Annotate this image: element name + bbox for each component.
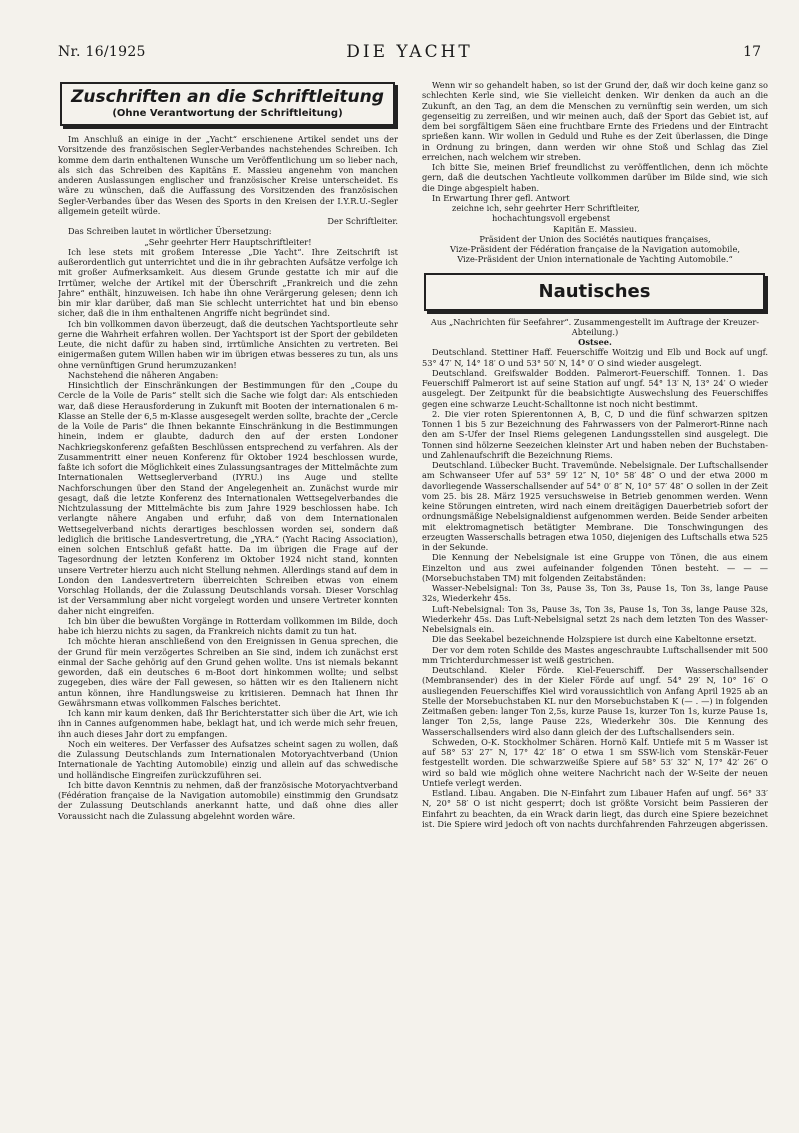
notice-paragraph: Estland. Libau. Angaben. Die N-Einfahrt zum Libauer Hafen auf ungf. 56° 33′ N, 20° 58′ O ist nicht gesperrt; doch ist größte Vorsicht beim Passieren der Einfahrt zu beachten, da ein Wrack darin liegt, das durch eine Spiere bezeichnet ist. Die Spiere wird jedoch oft von nachts durchfahrenden Fahrzeugen abgerissen. (422, 788, 768, 829)
letter-paragraph: Ich bin über die bewußten Vorgänge in Rotterdam vollkommen im Bilde, doch habe ich hierzu nichts zu sagen, da Frankreich nichts damit zu tun hat. (58, 615, 398, 636)
editor-intro: Im Anschluß an einige in der „Yacht“ erschienene Artikel sendet uns der Vorsitzende des französischen Segler-Verbandes nachstehendes Schreiben. Ich komme dem darin enthaltenen Wunsche um Veröffentlichung um so lieber nach, als sich das Schreiben des Kapitäns E. Massieu angenehm von manchen anderen Auslassungen englischer und französischer Kreise unterscheidet. Es wäre zu wünschen, daß die Auffassung des Vorsitzenden des französischen Segler-Verbandes über das Wesen des Sports in den Kreisen der I.Y.R.U.-Segler allgemein geteilt würde. (58, 134, 398, 216)
letter-paragraph: Noch ein weiteres. Der Verfasser des Aufsatzes scheint sagen zu wollen, daß die Zulassung Deutschlands zum Internationalen Motoryachtverband (Union Internationale de Yachting Automobile) einzig und allein auf das schwedische und holländische Eingreifen zurückzuführen sei. (58, 738, 398, 780)
notice-paragraph: Deutschland. Kieler Förde. Kiel-Feuerschiff. Der Wasserschallsender (Membransender) des in der Kieler Förde auf ungf. 54° 29′ N, 10° 16′ O ausliegenden Feuerschiffes Kiel wird voraussichtlich von Anfang April 1925 ab an Stelle der Morsebuchstaben KL nur den Morsebuchstaben K (— . —) in folgenden Zeitmaßen geben: langer Ton 2,5s, kurze Pause 1s, kurzer Ton 1s, kurze Pause 1s, langer Ton 2,5s, lange Pause 22s, Wiederkehr 30s. Die Kennung des Wasserschallsenders wird also dann gleich der des Luftschallsenders sein. (422, 665, 768, 737)
letter-paragraph: Hinsichtlich der Einschränkungen der Bestimmungen für den „Coupe du Cercle de la Voile de Paris“ stellt sich die Sache wie folgt dar: Als entschieden war, daß diese Herausforderung in Zukunft mit Booten der internationalen 6 m-Klasse an Stelle der 6,5 m-Klasse ausgesegelt werden sollte, brachte der „Cercle de la Voile de Paris“ die Ihnen bekannte Einschränkung in die Bestimmungen hinein, indem er glaubte, dadurch den auf der ersten Londoner Nachkriegskonferenz gefaßten Beschlüssen entsprechend zu verfahren. Als der Zusammentritt einer neuen Konferenz für Oktober 1924 beschlossen wurde, faßte ich sofort die Möglichkeit eines Zulassungsantrages der Mittelmächte zum Internationalen Wettseglerverband (IYRU.) ins Auge und stellte Nachforschungen über den Stand der Angelegenheit an. Zunächst wurde mir gesagt, daß die letzte Konferenz des Internationalen Wettsegelverbandes die Nichtzulassung der Mittelmächte bis zum Jahre 1929 beschlossen habe. Ich verlangte nähere Angaben und erfuhr, daß von dem Internationalen Wettsegelverband nichts derartiges beschlossen worden sei, sondern daß lediglich die britische Landesvertretung, die „YRA.“ (Yacht Racing Association), einen solchen Entschluß gefaßt hatte. Da im übrigen die Frage auf der Tagesordnung der letzten Konferenz im Oktober 1924 nicht stand, konnten unsere Vertreter hierzu auch nicht Stellung nehmen. Allerdings stand auf dem in London den Landesvertretern überreichten Schreiben etwas von einem Vorschlag Hollands, der die Zulassung Deutschlands vorsah. Dieser Vorschlag ist der Versammlung aber nicht vorgelegt worden und unsere Vertreter konnten daher nicht eingreifen. (58, 380, 398, 616)
letters-heading: Zuschriften an die Schriftleitung (71, 87, 384, 107)
letter-paragraph: Wenn wir so gehandelt haben, so ist der Grund der, daß wir doch keine ganz so schlechten Kerle sind, wie Sie vielleicht denken. Wir denken da auch an die Zukunft, an den Tag, an dem die Menschen zu vernünftig sein werden, um sich gegenseitig zu zerreißen, und wir meinen auch, daß der Sport das Gebiet ist, auf dem bei sorgfältigem Säen eine fruchtbare Ernte des Friedens und der Eintracht sprießen kann. Wir wollen in Geduld und Ruhe es der Zeit überlassen, die Dinge in Ordnung zu bringen, dann werden wir ohne Stoß und Schlag das Ziel erreichen, nach welchem wir streben. (422, 80, 768, 162)
letters-heading-box (60, 82, 395, 126)
letter-paragraph: Ich bin vollkommen davon überzeugt, daß die deutschen Yachtsportleute sehr gerne die Wahrheit erfahren wollen. Der Yachtsport ist der Sport der gebildeten Leute, die nicht dafür zu haben sind, irrtümliche Ansichten zu vertreten. Bei einigermaßen gutem Willen haben wir im übrigen etwas besseres zu tun, als uns ohne vernünftigen Grund herumzuzanken! (58, 318, 398, 370)
right-column (422, 80, 768, 1110)
letter-closing: zeichne ich, sehr geehrter Herr Schriftleiter, (452, 203, 640, 213)
section-heading: Ostsee. (578, 337, 612, 347)
editor-signature: Der Schriftleiter. (327, 216, 398, 226)
page-number: 17 (743, 44, 761, 60)
letter-paragraph: Ich möchte hieran anschließend von den Ereignissen in Genua sprechen, die der Grund für mein verzögertes Schreiben an Sie sind, indem ich zunächst erst einmal der Sache gehörig auf den Grund gehen wollte. Uns ist niemals bekannt geworden, daß ein deutsches 6 m-Boot dort hinkommen wollte; und selbst zugegeben, dies wäre der Fall gewesen, so hätten wir es den Italienern nicht antun können, ihre Handlungsweise zu kritisieren. Demnach hat Ihnen Ihr Gewährsmann etwas vollkommen Falsches berichtet. (58, 636, 398, 708)
notice-paragraph: Schweden, O-K. Stockholmer Schären. Hornö Kalf. Untiefe mit 5 m Wasser ist auf 58° 53′ 27″ N, 17° 42′ 18″ O etwa 1 sm SSW-lich vom Stenskär-Feuer festgestellt worden. Die schwarzweiße Spiere auf 58° 53′ 32″ N, 17° 42′ 26″ O wird so bald wie möglich ohne weitere Nachricht nach der W-Seite der neuen Untiefe verlegt werden. (422, 736, 768, 788)
notice-paragraph: Die das Seekabel bezeichnende Holzspiere ist durch eine Kabeltonne ersetzt. (432, 634, 757, 645)
notice-paragraph: Die Kennung der Nebelsignale ist eine Gruppe von Tönen, die aus einem Einzelton und aus zwei aufeinander folgenden Tönen besteht. — — — (Morsebuchstaben TM) mit folgenden Zeitabständen: (422, 552, 768, 583)
translation-note: Das Schreiben lautet in wörtlicher Übersetzung: (68, 226, 272, 237)
page-header (58, 44, 761, 68)
notice-paragraph: Wasser-Nebelsignal: Ton 3s, Pause 3s, Ton 3s, Pause 1s, Ton 3s, lange Pause 32s, Wiederkehr 45s. (422, 583, 768, 604)
notice-paragraph: Der vor dem roten Schilde des Mastes angeschraubte Luftschallsender mit 500 mm Trichterdurchmesser ist weiß gestrichen. (422, 644, 768, 665)
nautical-intro: Aus „Nachrichten für Seefahrer“. Zusammengestellt im Auftrage der Kreuzer-Abteilung.) (430, 316, 760, 337)
magazine-title: DIE YACHT (346, 42, 473, 62)
notice-paragraph: Luft-Nebelsignal: Ton 3s, Pause 3s, Ton 3s, Pause 1s, Ton 3s, lange Pause 32s, Wiederkehr 45s. Das Luft-Nebelsignal setzt 2s nach dem letzten Ton des Wasser-Nebelsignals ein. (422, 603, 768, 634)
notice-paragraph: Deutschland. Stettiner Haff. Feuerschiffe Woitzig und Elb und Bock auf ungf. 53° 47′ N, 14° 18′ O und 53° 50′ N, 14° 0′ O sind wieder ausgelegt. (422, 347, 768, 368)
signatory-title: Vize-Präsident der Union internationale de Yachting Automobile.“ (457, 254, 733, 265)
letter-paragraph: Nachstehend die näheren Angaben: (68, 369, 219, 380)
letter-paragraph: Ich kann mir kaum denken, daß Ihr Berichterstatter sich über die Art, wie ich ihn in Cannes aufgenommen habe, beklagt hat, und ich werde mich sehr freuen, ihn auch dieses Jahr dort zu empfangen. (58, 708, 398, 739)
letter-closing: In Erwartung Ihrer gefl. Antwort (432, 192, 570, 203)
notice-paragraph: Deutschland. Greifswalder Bodden. Palmerort-Feuerschiff. Tonnen. 1. Das Feuerschiff Palmerort ist auf seine Station auf ungf. 54° 13′ N, 13° 24′ O wieder ausgelegt. Der Zeitpunkt für die beabsichtigte Auswechslung des Feuerschiffes gegen eine schwarze Leucht-Schalltonne ist noch nicht bestimmt. (422, 367, 768, 409)
letter-paragraph: Ich lese stets mit großem Interesse „Die Yacht“. Ihre Zeitschrift ist außerordentlich gut unterrichtet und die in ihr gebrachten Aufsätze verfolge ich mit großer Aufmerksamkeit. Aus diesem Grunde gestatte ich mir auf die Irrtümer, welche der Artikel mit der Überschrift „Frankreich und die zehn Jahre“ enthält, hinzuweisen. Ich habe ihn ohne Verärgerung gelesen; denn ich bin mir klar darüber, daß man Sie schlecht unterrichtet hat und bin ebenso sicher, daß die in ihm enthaltenen Angriffe nicht begründet sind. (58, 246, 398, 319)
nautical-heading: Nautisches (538, 280, 651, 302)
signatory-title: Vize-Präsident der Fédération française de la Navigation automobile, (450, 244, 740, 254)
signatory-title: Präsident der Union des Sociétés nautiques françaises, (479, 233, 711, 244)
notice-paragraph: 2. Die vier roten Spierentonnen A, B, C, D und die fünf schwarzen spitzen Tonnen 1 bis 5 zur Bezeichnung des Fahrwassers von der Palmerort-Rinne nach den am S-Ufer der Insel Riems gelegenen Landungsstellen sind ausgelegt. Die Tonnen sind hölzerne Seezeichen kleinster Art und haben neben der Buchstaben- und Zahlenaufschrift die Bezeichnung Riems. (422, 408, 768, 460)
letter-salutation: „Sehr geehrter Herr Hauptschriftleiter! (144, 236, 312, 247)
notice-paragraph: Deutschland. Lübecker Bucht. Travemünde. Nebelsignale. Der Luftschallsender am Schwanseer Ufer auf 53° 59′ 12″ N, 10° 58′ 48″ O und der etwa 2000 m davorliegende Wasserschallsender auf 54° 0′ 8″ N, 10° 57′ 48″ O sollen in der Zeit vom 25. bis 28. März 1925 versuchsweise in Betrieb genommen werden. Wenn keine Störungen eintreten, wird nach einem dreitägigen Dauerbetrieb sofort der ordnungsmäßige Nebelsignaldienst aufgenommen werden. Beide Sender arbeiten mit elektromagnetisch betätigter Membrane. Die Tonschwingungen des erzeugten Wasserschalls betragen etwa 1050, diejenigen des Luftschalls etwa 525 in der Sekunde. (422, 460, 768, 552)
letter-paragraph: Ich bitte Sie, meinen Brief freundlichst zu veröffentlichen, denn ich möchte gern, daß die deutschen Yachtleute vollkommen darüber im Bilde sind, wie sich die Dinge abgespielt haben. (422, 162, 768, 193)
nautical-heading-box (424, 273, 765, 311)
letters-subheading: (Ohne Verantwortung der Schriftleitung) (112, 108, 343, 119)
signatory-name: Kapitän E. Massieu. (553, 223, 637, 234)
left-column (58, 80, 398, 1110)
letter-closing: hochachtungsvoll ergebenst (492, 213, 611, 224)
issue-number: Nr. 16/1925 (58, 44, 146, 60)
letter-paragraph: Ich bitte davon Kenntnis zu nehmen, daß der französische Motoryachtverband (Fédération française de la Navigation automobile) einstimmig den Grundsatz der Zulassung Deutschlands anerkannt hatte, und daß ohne dies aller Voraussicht nach die Zulassung abgelehnt worden wäre. (58, 779, 398, 821)
